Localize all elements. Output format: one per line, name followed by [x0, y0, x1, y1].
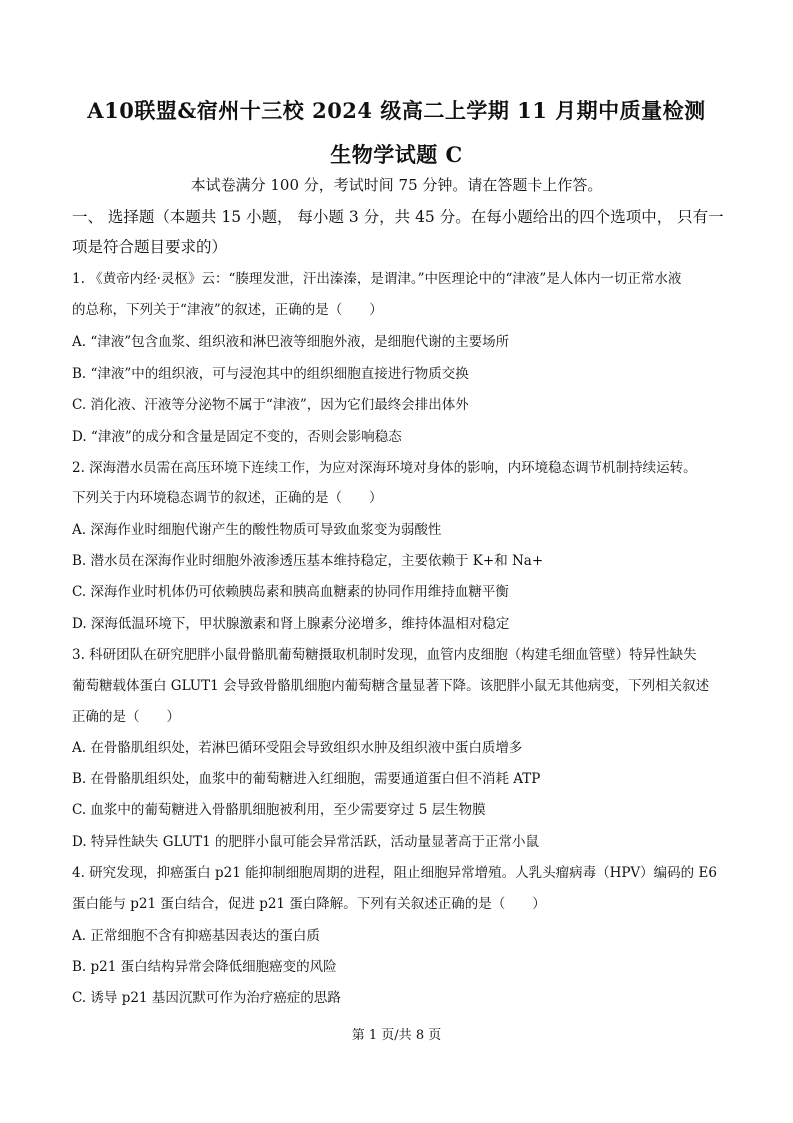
question-2-option-d: D. 深海低温环境下，甲状腺激素和肾上腺素分泌增多，维持体温相对稳定: [72, 616, 510, 632]
question-3-stem: 葡萄糖载体蛋白 GLUT1 会导致骨骼肌细胞内葡萄糖含量显著下降。该肥胖小鼠无其他病变，下列相关叙述: [72, 678, 710, 694]
question-3-stem: 3. 科研团队在研究肥胖小鼠骨骼肌葡萄糖摄取机制时发现，血管内皮细胞（构建毛细血管壁）特异性缺失: [72, 647, 697, 663]
question-2-stem: 下列关于内环境稳态调节的叙述，正确的是（ ）: [72, 490, 383, 506]
section-heading: 一、 选择题（本题共 15 小题， 每小题 3 分，共 45 分。在每小题给出的四个选项中， 只有一: [72, 208, 724, 226]
question-3-option-c: C. 血浆中的葡萄糖进入骨骼肌细胞被利用，至少需要穿过 5 层生物膜: [72, 802, 486, 818]
question-1-option-b: B. “津液”中的组织液，可与浸泡其中的组织细胞直接进行物质交换: [72, 366, 469, 382]
question-4-option-c: C. 诱导 p21 基因沉默可作为治疗癌症的思路: [72, 990, 341, 1006]
question-3-option-d: D. 特异性缺失 GLUT1 的肥胖小鼠可能会异常活跃，活动量显著高于正常小鼠: [72, 834, 539, 850]
question-1-stem: 1. 《黄帝内经·灵枢》云：“腠理发泄，汗出溱溱，是谓津。”中医理论中的“津液”是人体内一切正常水液: [72, 271, 682, 287]
question-1-stem: 的总称，下列关于“津液”的叙述，正确的是（ ）: [72, 302, 383, 318]
exam-notice: 本试卷满分 100 分，考试时间 75 分钟。请在答题卡上作答。: [190, 176, 603, 194]
exam-title: A10联盟&宿州十三校 2024 级高二上学期 11 月期中质量检测: [87, 98, 706, 123]
question-3-stem: 正确的是（ ）: [72, 709, 180, 725]
question-2-option-a: A. 深海作业时细胞代谢产生的酸性物质可导致血浆变为弱酸性: [72, 522, 442, 538]
question-1-option-d: D. “津液”的成分和含量是固定不变的，否则会影响稳态: [72, 429, 402, 445]
question-4-option-b: B. p21 蛋白结构异常会降低细胞癌变的风险: [72, 959, 337, 975]
exam-subtitle: 生物学试题 C: [330, 142, 463, 167]
question-4-stem: 4. 研究发现，抑癌蛋白 p21 能抑制细胞周期的进程，阻止细胞异常增殖。人乳头瘤病毒（HPV）编码的 E6: [72, 865, 717, 881]
question-2-stem: 2. 深海潜水员需在高压环境下连续工作，为应对深海环境对身体的影响，内环境稳态调节机制持续运转。: [72, 460, 697, 476]
page-number: 第 1 页/共 8 页: [351, 1028, 442, 1043]
question-4-stem: 蛋白能与 p21 蛋白结合，促进 p21 蛋白降解。下列有关叙述正确的是（ ）: [72, 896, 546, 912]
question-2-option-b: B. 潜水员在深海作业时细胞外液渗透压基本维持稳定，主要依赖于 K+和 Na+: [72, 553, 544, 569]
section-heading-cont: 项是符合题目要求的）: [72, 238, 228, 256]
question-3-option-a: A. 在骨骼肌组织处，若淋巴循环受阻会导致组织水肿及组织液中蛋白质增多: [72, 740, 523, 756]
question-1-option-c: C. 消化液、汗液等分泌物不属于“津液”，因为它们最终会排出体外: [72, 397, 469, 413]
question-2-option-c: C. 深海作业时机体仍可依赖胰岛素和胰高血糖素的协同作用维持血糖平衡: [72, 584, 509, 600]
question-3-option-b: B. 在骨骼肌组织处，血浆中的葡萄糖进入红细胞，需要通道蛋白但不消耗 ATP: [72, 771, 541, 787]
question-4-option-a: A. 正常细胞不含有抑癌基因表达的蛋白质: [72, 928, 320, 944]
question-1-option-a: A. “津液”包含血浆、组织液和淋巴液等细胞外液，是细胞代谢的主要场所: [72, 334, 510, 350]
